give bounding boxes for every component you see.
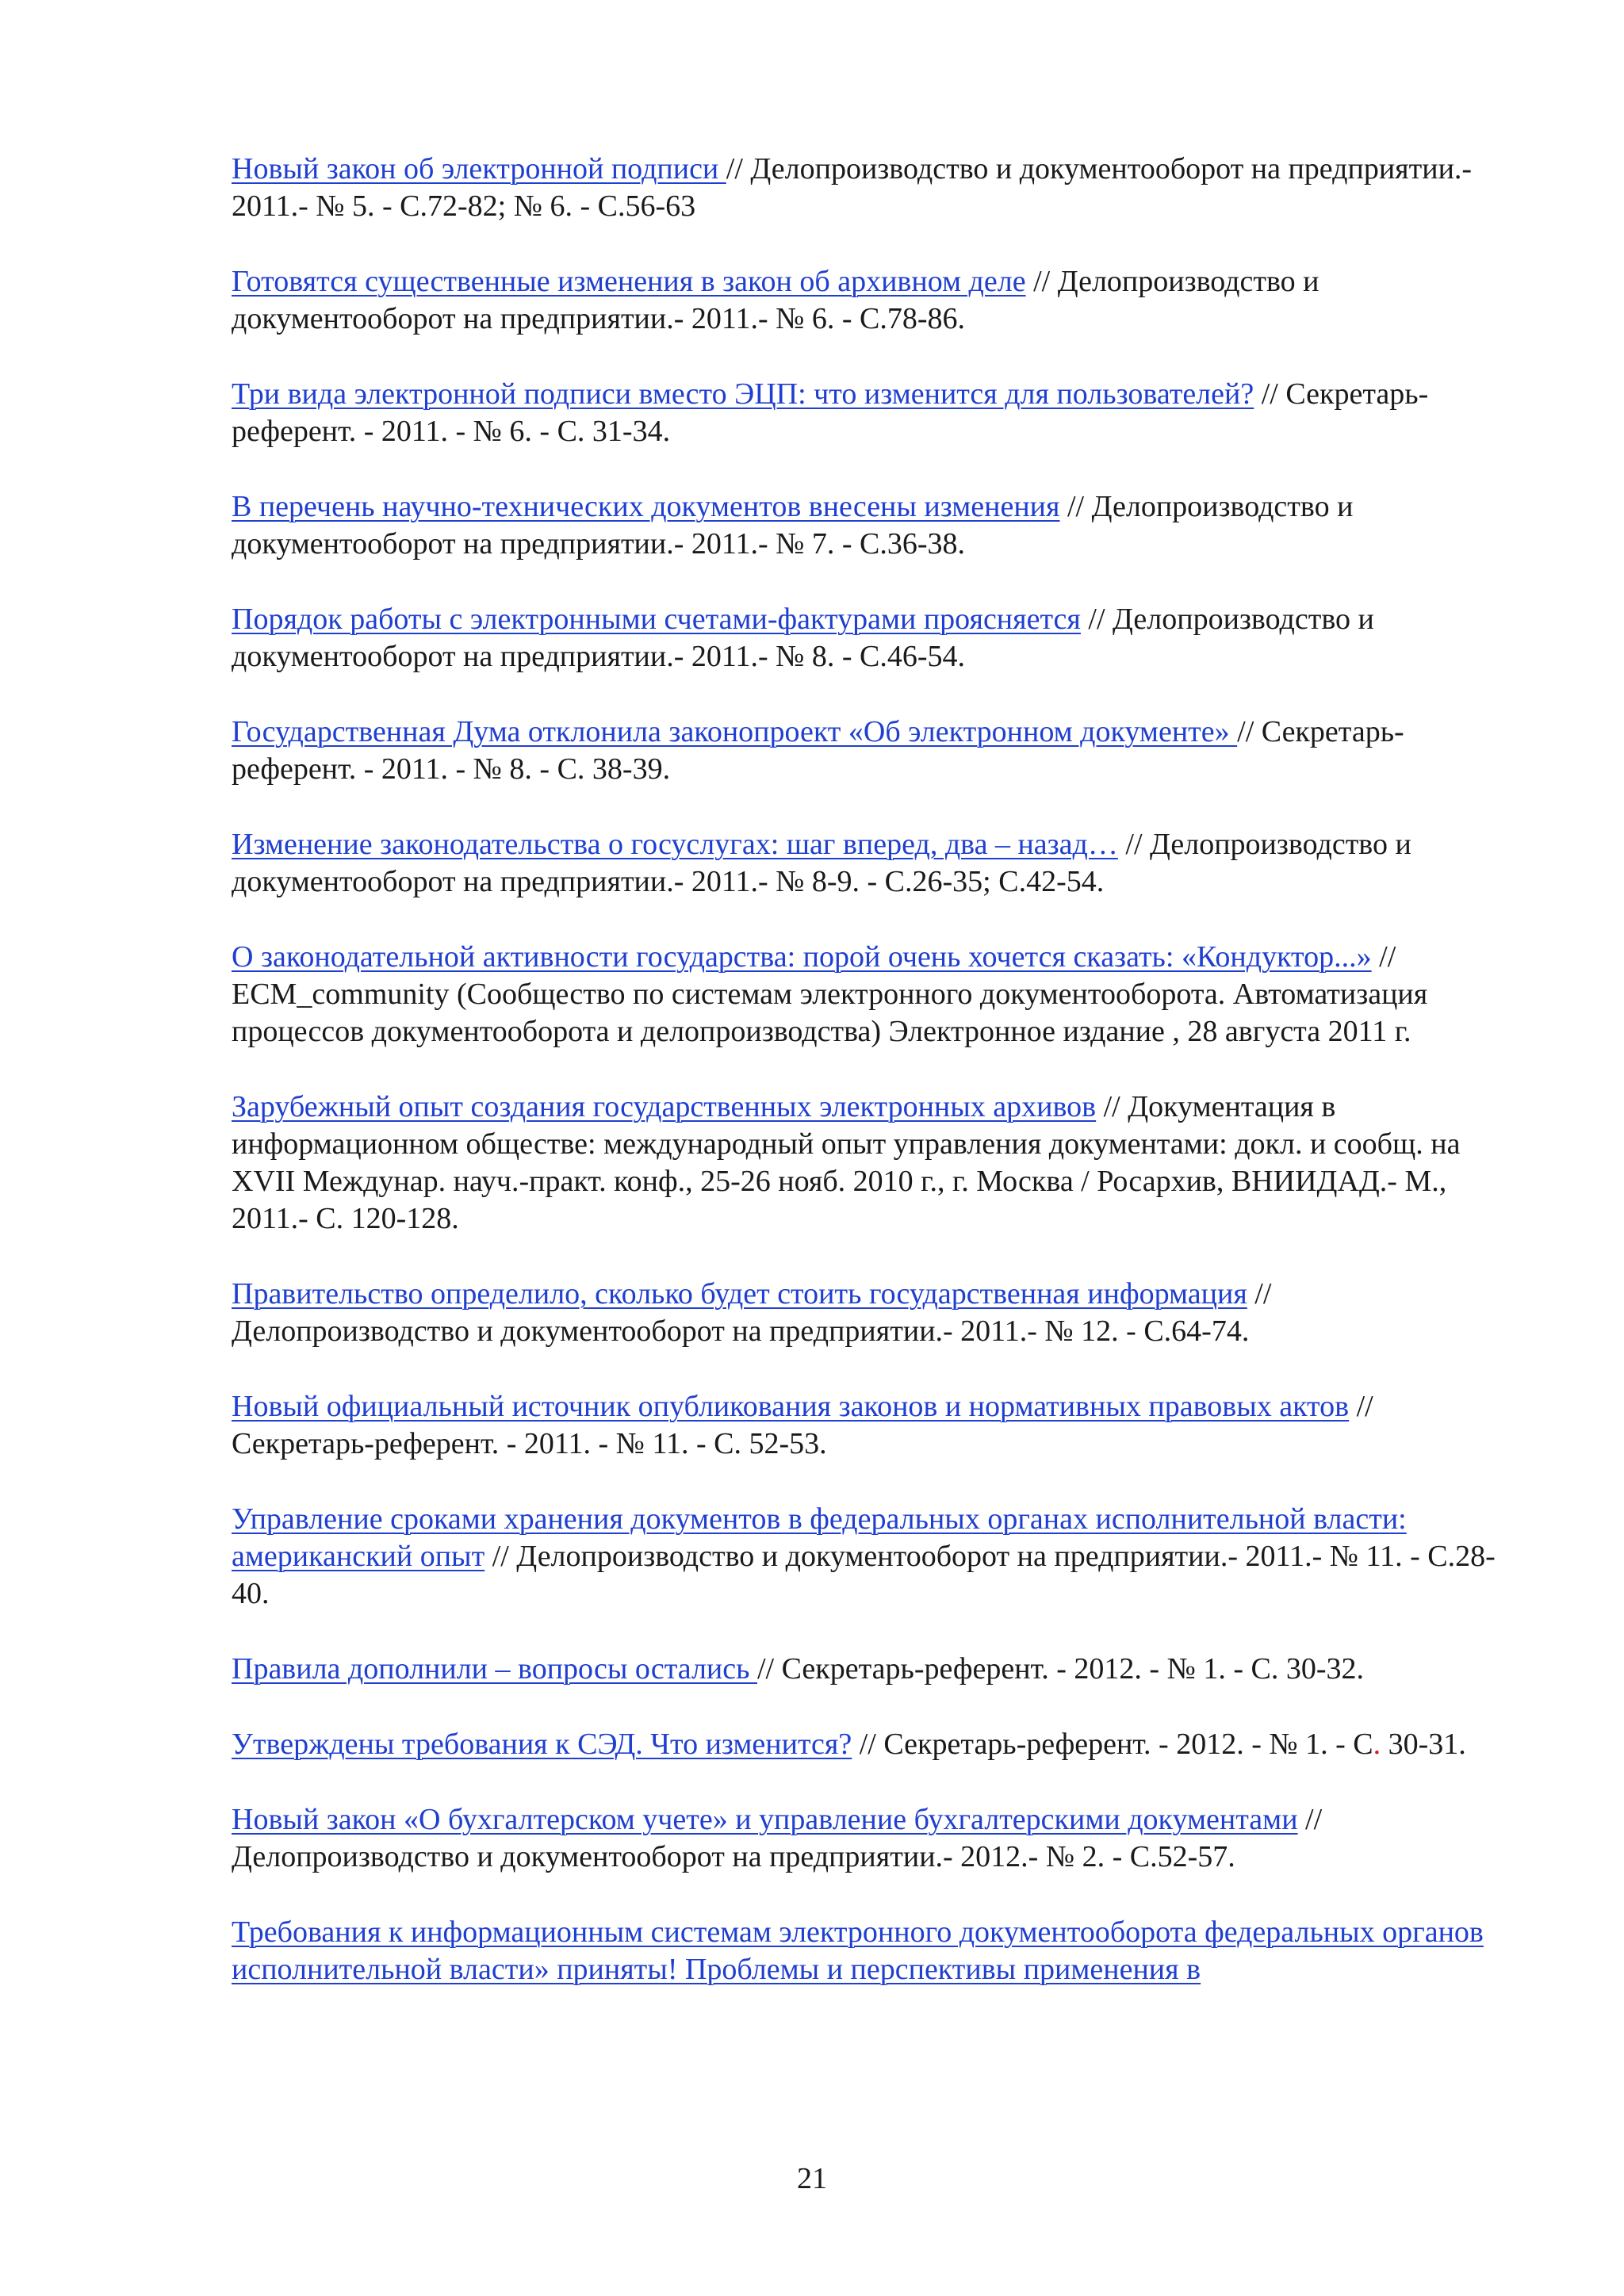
- reference-entry: [232, 826, 1500, 901]
- reference-entry: [232, 1914, 1500, 1988]
- reference-entry: [232, 601, 1500, 675]
- reference-citation: // Документация в информационном обществе: международный опыт управления документами: докл. и сообщ. на XVII Междунар. науч.-практ. конф., 25-26 нояб. 2010 г., г. Москва / Росархив, ВНИИДАД.- М., 2011.- С. 120-128.: [232, 1090, 1461, 1235]
- reference-citation: // Делопроизводство и документооборот на предприятии.- 2011.- № 8. - С.46-54.: [232, 603, 1374, 673]
- reference-link[interactable]: Правила дополнили – вопросы остались: [232, 1652, 757, 1686]
- reference-entry: [232, 939, 1500, 1050]
- reference-citation: // Делопроизводство и документооборот на предприятии.- 2011.- № 11. - С.28-40.: [232, 1540, 1496, 1610]
- reference-citation: // ECM_community (Сообщество по системам электронного документооборота. Автоматизация процессов документооборота и делопроизводства) Электронное издание , 28 августа 2011 г.: [232, 940, 1428, 1048]
- reference-citation: // Секретарь-референт. - 2011. - № 6. - С. 31-34.: [232, 377, 1429, 448]
- reference-entry: [232, 1276, 1500, 1350]
- reference-link[interactable]: В перечень научно-технических документов внесены изменения: [232, 490, 1060, 523]
- reference-link[interactable]: Три вида электронной подписи вместо ЭЦП: что изменится для пользователей?: [232, 377, 1254, 411]
- reference-link[interactable]: Новый официальный источник опубликования законов и нормативных правовых актов: [232, 1390, 1350, 1423]
- reference-citation: // Делопроизводство и документооборот на предприятии.- 2011.- № 8-9. - С.26-35; С.42-54.: [232, 828, 1411, 898]
- reference-entry: [232, 488, 1500, 563]
- page-number: 21: [797, 2162, 827, 2195]
- reference-citation: // Делопроизводство и документооборот на предприятии.- 2011.- № 5. - С.72-82; № 6. - С.56-63: [232, 152, 1473, 223]
- reference-entry: [232, 1089, 1500, 1238]
- reference-link[interactable]: Изменение законодательства о госуслугах: шаг вперед, два – назад…: [232, 828, 1118, 861]
- reference-citation-mark: .: [1373, 1728, 1381, 1761]
- reference-entry: [232, 1726, 1500, 1763]
- reference-entry: [232, 1388, 1500, 1463]
- reference-citation: // Делопроизводство и документооборот на предприятии.- 2011.- № 7. - С.36-38.: [232, 490, 1354, 561]
- reference-link[interactable]: Порядок работы с электронными счетами-фактурами проясняется: [232, 603, 1081, 636]
- reference-link[interactable]: Готовятся существенные изменения в закон об архивном деле: [232, 265, 1026, 298]
- reference-entry: [232, 1801, 1500, 1876]
- reference-link[interactable]: Новый закон об электронной подписи: [232, 152, 726, 186]
- reference-citation-tail: 30-31.: [1381, 1728, 1466, 1761]
- reference-citation: // Секретарь-референт. - 2011. - № 11. - С. 52-53.: [232, 1390, 1373, 1460]
- reference-link[interactable]: Правительство определило, сколько будет стоить государственная информация: [232, 1277, 1247, 1311]
- reference-citation: // Делопроизводство и документооборот на предприятии.- 2011.- № 6. - С.78-86.: [232, 265, 1320, 335]
- reference-link[interactable]: Зарубежный опыт создания государственных электронных архивов: [232, 1090, 1097, 1123]
- reference-link[interactable]: Государственная Дума отклонила законопроект «Об электронном документе»: [232, 715, 1238, 748]
- reference-entry: [232, 376, 1500, 450]
- reference-entry: [232, 1501, 1500, 1613]
- reference-list: [232, 151, 1500, 2026]
- reference-citation: // Секретарь-референт. - 2012. - № 1. - С. 30-32.: [756, 1652, 1364, 1686]
- reference-link[interactable]: Управление сроками хранения документов в федеральных органах исполнительной власти: американский опыт: [232, 1502, 1407, 1573]
- reference-link[interactable]: Новый закон «О бухгалтерском учете» и управление бухгалтерскими документами: [232, 1803, 1298, 1836]
- reference-entry: [232, 1651, 1500, 1688]
- reference-citation: // Делопроизводство и документооборот на предприятии.- 2012.- № 2. - С.52-57.: [232, 1803, 1323, 1873]
- reference-entry: [232, 263, 1500, 338]
- reference-citation: // Делопроизводство и документооборот на предприятии.- 2011.- № 12. - С.64-74.: [232, 1277, 1272, 1348]
- reference-link[interactable]: Требования к информационным системам электронного документооборота федеральных органов исполнительной власти» приняты! Проблемы и перспективы применения в: [232, 1915, 1484, 1986]
- reference-citation: // Секретарь-референт. - 2011. - № 8. - С. 38-39.: [232, 715, 1404, 786]
- reference-link[interactable]: Утверждены требования к СЭД. Что изменится?: [232, 1728, 852, 1761]
- reference-citation: // Секретарь-референт. - 2012. - № 1. - С: [852, 1728, 1373, 1761]
- reference-entry: [232, 714, 1500, 788]
- reference-link[interactable]: О законодательной активности государства: порой очень хочется сказать: «Кондуктор...»: [232, 940, 1372, 974]
- reference-entry: [232, 151, 1500, 225]
